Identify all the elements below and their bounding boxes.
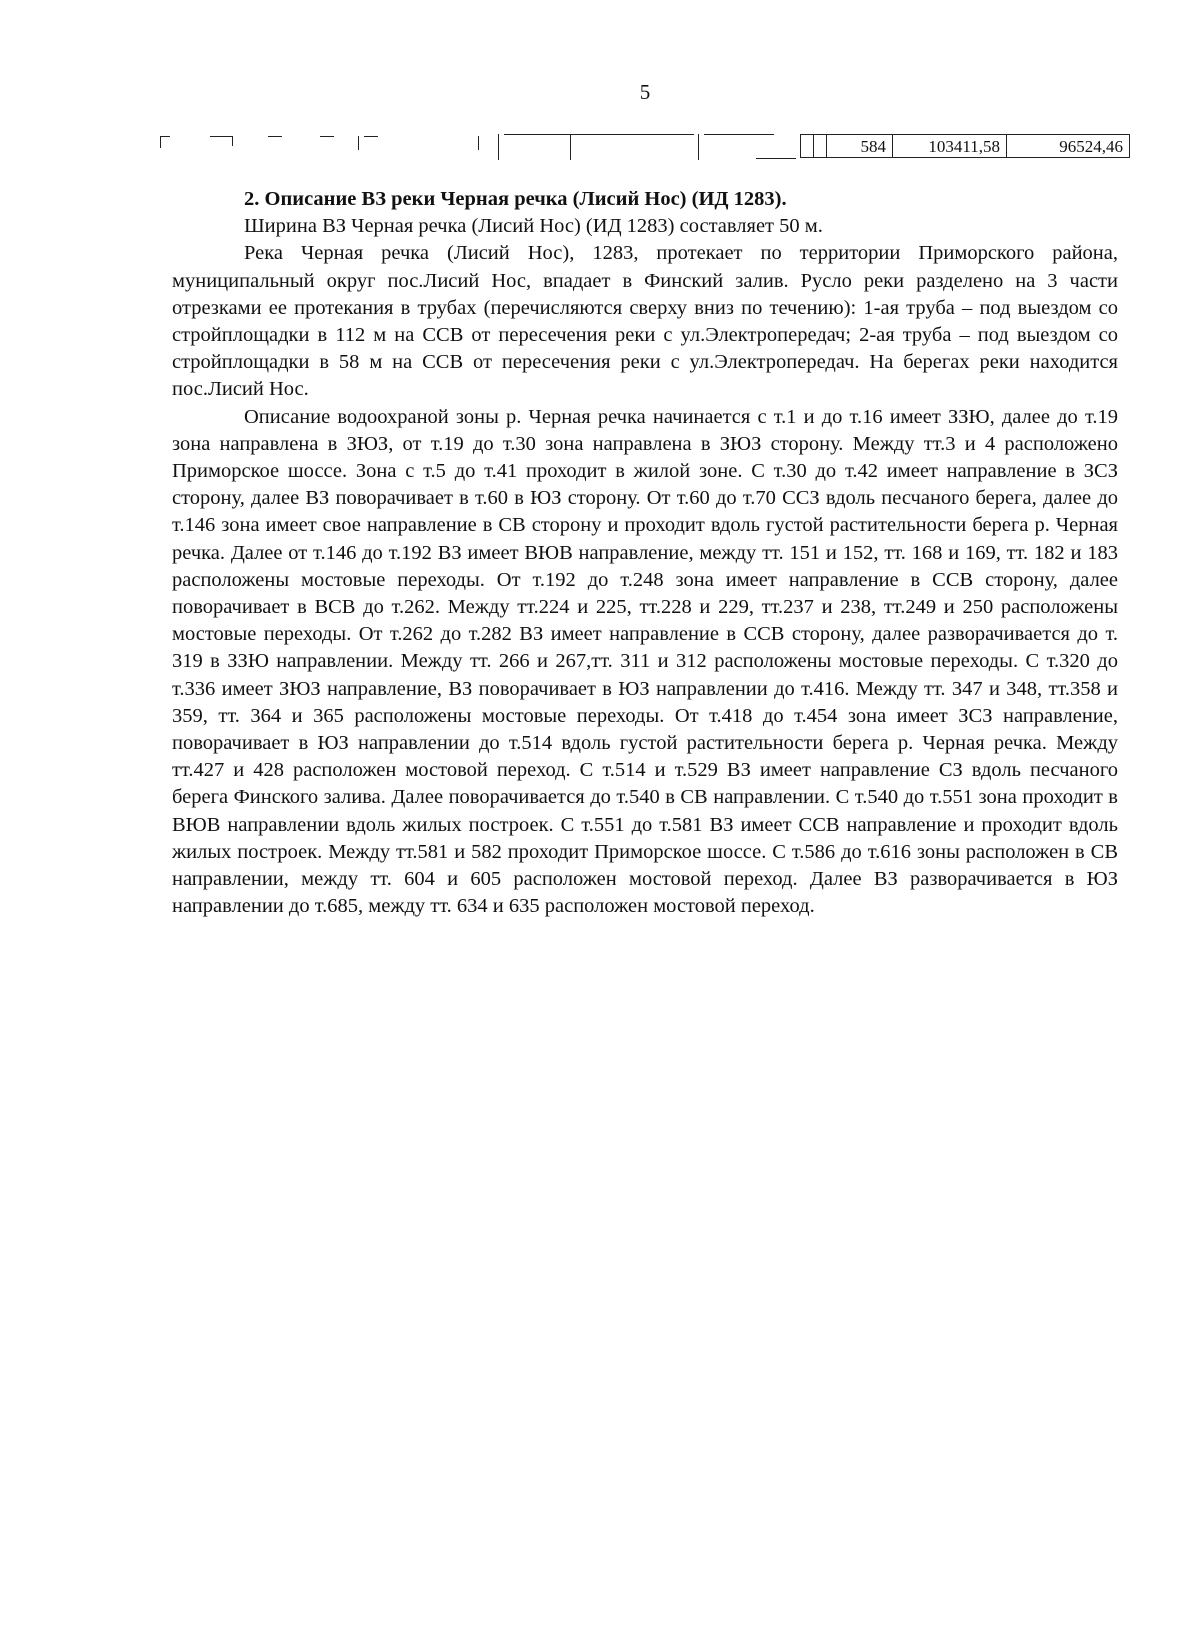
table-fragment-stroke [160,136,161,148]
table-cell-x: 103411,58 [892,134,1007,158]
table-row-fragment [160,134,1130,160]
table-fragment-stroke [320,136,334,137]
table-cell-y: 96524,46 [1006,134,1130,158]
page-number: 5 [639,80,651,104]
table-fragment-stroke [756,158,796,159]
paragraph-water-protection-zone: Описание водоохраной зоны р. Черная речка начинается с т.1 и до т.16 имеет ЗЗЮ, далее до т.19 зона направлена в ЗЮЗ, от т.19 до т.30 зона направлена в ЗЮЗ сторону. Между тт.3 и 4 расположено Приморское шоссе. Зона с т.5 до т.41 проходит в жилой зоне. С т.30 до т.42 имеет направление в ЗСЗ сторону, далее ВЗ поворачивает в т.60 в ЮЗ сторону. От т.60 до т.70 ССЗ вдоль песчаного берега, далее до т.146 зона имеет свое направление в СВ сторону и проходит вдоль густой растительности берега р. Черная речка. Далее от т.146 до т.192 ВЗ имеет ВЮВ направление, между тт. 151 и 152, тт. 168 и 169, тт. 182 и 183 расположены мостовые переходы. От т.192 до т.248 зона имеет направление в ССВ сторону, далее поворачивает в ВСВ до т.262. Между тт.224 и 225, тт.228 и 229, тт.237 и 238, тт.249 и 250 расположены мостовые переходы. От т.262 до т.282 ВЗ имеет направление в ССВ сторону, далее разворачивается до т. 319 в ЗЗЮ направлении. Между тт. 266 и 267,тт. 311 и 312 расположены мостовые переходы. С т.320 до т.336 имеет ЗЮЗ направление, ВЗ поворачивает в ЮЗ направлении до т.416. Между тт. 347 и 348, тт.358 и 359, тт. 364 и 365 расположены мостовые переходы. От т.418 до т.454 зона имеет ЗСЗ направление, поворачивает в ЮЗ направлении до т.514 вдоль густой растительности берега р. Черная речка. Между тт.427 и 428 расположен мостовой переход. С т.514 и т.529 ВЗ имеет направление СЗ вдоль песчаного берега Финского залива. Далее поворачивается до т.540 в СВ направлении. С т.540 до т.551 зона проходит в ВЮВ направлении вдоль жилых построек. С т.551 до т.581 ВЗ имеет ССВ направление и проходит вдоль жилых построек. Между тт.581 и 582 проходит Приморское шоссе. С т.586 до т.616 зоны расположен в СВ направлении, между тт. 604 и 605 расположен мостовой переход. Далее ВЗ разворачивается в ЮЗ направлении до т.685, между тт. 634 и 635 расположен мостовой переход. [172,405,1118,918]
table-fragment-stroke [570,134,571,160]
table-cell-empty [800,134,814,158]
table-fragment-stroke [498,134,499,160]
table-fragment-stroke [364,136,378,137]
paragraph-width: Ширина ВЗ Черная речка (Лисий Нос) (ИД 1283) составляет 50 м. [244,215,823,238]
section-heading: 2. Описание ВЗ реки Черная речка (Лисий Нос) (ИД 1283). [244,188,787,210]
table-cell-point: 584 [826,134,893,158]
document-body [172,186,1118,920]
table-fragment-stroke [504,134,694,135]
table-fragment-stroke [160,136,170,137]
table-fragment-stroke [704,134,774,135]
paragraph-river-description: Река Черная речка (Лисий Нос), 1283, протекает по территории Приморского района, муниципальный округ пос.Лисий Нос, впадает в Финский залив. Русло реки разделено на 3 части отрезками ее протекания в трубах (перечисляются сверху вниз по течению): 1-ая труба – под выездом со стройплощадки в 112 м на ССВ от пересечения реки с ул.Электропередач; 2-ая труба – под выездом со стройплощадки в 58 м на ССВ от пересечения реки с ул.Электропередач. На берегах реки находится пос.Лисий Нос. [172,242,1118,401]
table-fragment-stroke [268,136,282,137]
table-fragment-stroke [358,136,359,150]
table-cell-empty [813,134,827,158]
table-fragment-stroke [232,136,233,146]
table-fragment-stroke [210,136,232,137]
table-fragment-stroke [478,136,479,150]
table-fragment-stroke [698,134,699,160]
